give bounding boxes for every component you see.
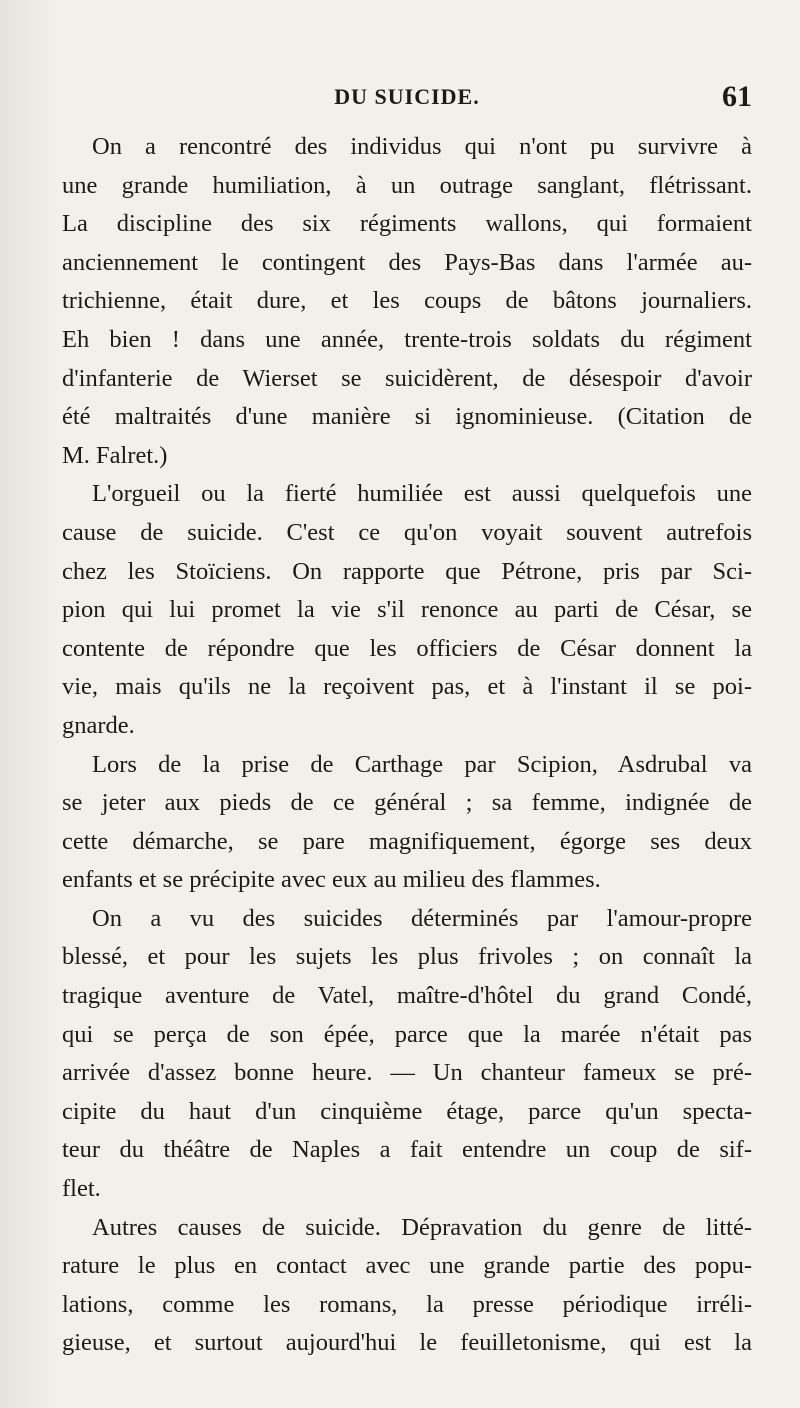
running-title: DU SUICIDE. — [334, 84, 480, 109]
text-line: blessé, et pour les sujets les plus frivoles ; on connaît la — [62, 943, 752, 971]
text-line: été maltraités d'une manière si ignominieuse. (Citation de — [62, 403, 752, 431]
text-line: Eh bien ! dans une année, trente-trois soldats du régiment — [62, 325, 752, 353]
paragraph-5 — [62, 1209, 752, 1363]
text-line: lations, comme les romans, la presse périodique irréli- — [62, 1290, 752, 1318]
text-line: une grande humiliation, à un outrage sanglant, flétrissant. — [62, 171, 752, 199]
text-line: se jeter aux pieds de ce général ; sa femme, indignée de — [62, 789, 752, 817]
text-line: teur du théâtre de Naples a fait entendre un coup de sif- — [62, 1136, 752, 1164]
text-line: rature le plus en contact avec une grande partie des popu- — [62, 1252, 752, 1280]
text-line: cipite du haut d'un cinquième étage, parce qu'un specta- — [62, 1097, 752, 1125]
page-number: 61 — [722, 80, 752, 113]
text-line: cette démarche, se pare magnifiquement, égorge ses deux — [62, 827, 752, 855]
paragraph-3 — [62, 746, 752, 900]
text-line: La discipline des six régiments wallons, qui formaient — [62, 210, 752, 238]
text-line: trichienne, était dure, et les coups de bâtons journaliers. — [62, 287, 752, 315]
running-head — [62, 80, 752, 120]
text-line: vie, mais qu'ils ne la reçoivent pas, et à l'instant il se poi- — [62, 673, 752, 701]
text-line: gnarde. — [62, 711, 135, 739]
text-line: M. Falret.) — [62, 441, 168, 469]
text-line: On a rencontré des individus qui n'ont pu survivre à — [92, 133, 752, 160]
text-line: anciennement le contingent des Pays-Bas dans l'armée au- — [62, 248, 752, 276]
text-line: tragique aventure de Vatel, maître-d'hôtel du grand Condé, — [62, 982, 752, 1010]
text-line: Lors de la prise de Carthage par Scipion, Asdrubal va — [92, 750, 752, 778]
paragraph-2 — [62, 475, 752, 745]
paragraph-4 — [62, 900, 752, 1209]
text-line: qui se perça de son épée, parce que la marée n'était pas — [62, 1020, 752, 1048]
text-line: cause de suicide. C'est ce qu'on voyait souvent autrefois — [62, 518, 752, 546]
text-line: chez les Stoïciens. On rapporte que Pétrone, pris par Sci- — [62, 557, 752, 585]
text-line: enfants et se précipite avec eux au milieu des flammes. — [62, 866, 601, 894]
paragraph-1 — [62, 128, 752, 475]
text-line: contente de répondre que les officiers de César donnent la — [62, 634, 752, 662]
text-line: L'orgueil ou la fierté humiliée est aussi quelquefois une — [92, 480, 752, 508]
text-line: d'infanterie de Wierset se suicidèrent, de désespoir d'avoir — [62, 364, 752, 392]
body-text — [62, 128, 752, 1363]
text-line: On a vu des suicides déterminés par l'amour-propre — [92, 904, 752, 932]
text-line: gieuse, et surtout aujourd'hui le feuilletonisme, qui est la — [62, 1329, 752, 1357]
text-line: pion qui lui promet la vie s'il renonce au parti de César, se — [62, 596, 752, 624]
text-line: flet. — [62, 1175, 101, 1203]
text-line: Autres causes de suicide. Dépravation du genre de litté- — [92, 1213, 752, 1241]
text-line: arrivée d'assez bonne heure. — Un chanteur fameux se pré- — [62, 1059, 752, 1087]
